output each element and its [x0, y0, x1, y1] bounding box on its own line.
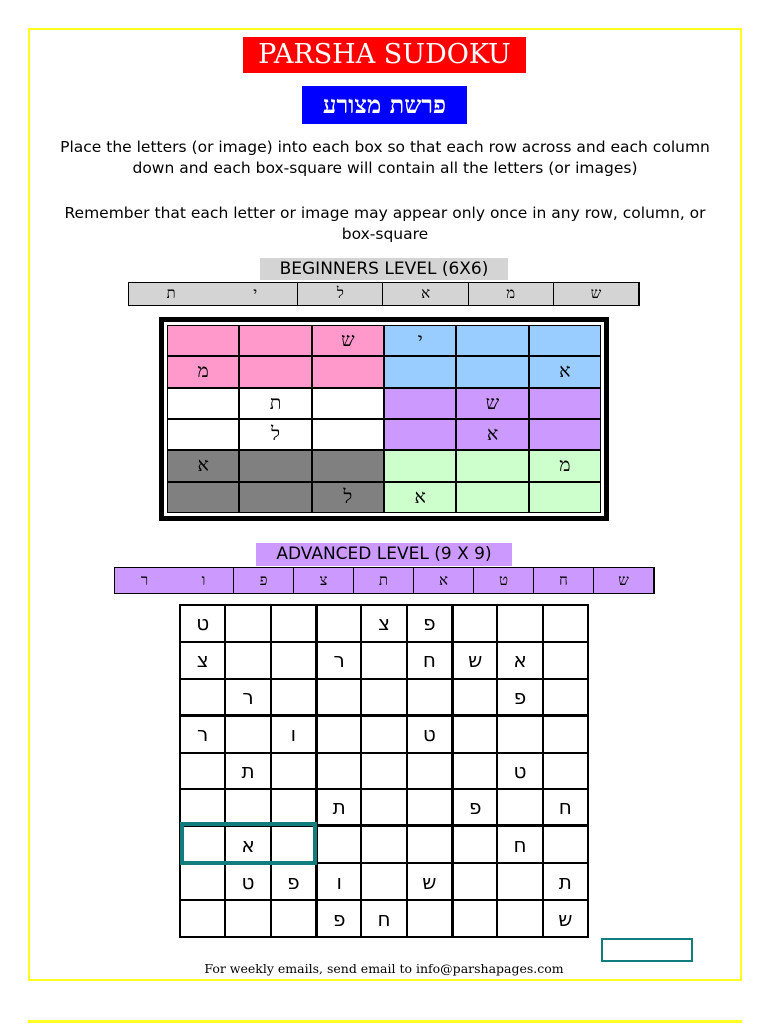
- sudoku-cell[interactable]: ט: [407, 716, 452, 753]
- sudoku-cell[interactable]: [271, 900, 316, 937]
- sudoku-cell[interactable]: ח: [407, 642, 452, 679]
- sudoku-cell[interactable]: [271, 753, 316, 790]
- sudoku-cell[interactable]: [452, 679, 497, 716]
- sudoku-cell[interactable]: [316, 605, 361, 642]
- letter-bank-item: ט: [474, 568, 534, 593]
- letter-bank-item: ח: [534, 568, 594, 593]
- sudoku-cell[interactable]: א: [456, 419, 528, 450]
- sudoku-cell[interactable]: ח: [543, 789, 588, 826]
- sudoku-cell[interactable]: א: [529, 356, 601, 387]
- sudoku-cell[interactable]: ש: [452, 642, 497, 679]
- beginners-heading: BEGINNERS LEVEL (6X6): [260, 258, 508, 280]
- sudoku-cell[interactable]: ת: [543, 863, 588, 900]
- sudoku-cell[interactable]: י: [384, 325, 456, 356]
- sudoku-cell[interactable]: [384, 356, 456, 387]
- sudoku-cell[interactable]: ט: [225, 863, 270, 900]
- sudoku-cell[interactable]: [384, 388, 456, 419]
- sudoku-cell[interactable]: [361, 826, 406, 863]
- sudoku-cell[interactable]: [407, 826, 452, 863]
- beginners-letter-bank: [128, 282, 640, 306]
- sudoku-cell[interactable]: פ: [271, 863, 316, 900]
- sudoku-cell[interactable]: [167, 482, 239, 513]
- sudoku-cell[interactable]: ש: [312, 325, 384, 356]
- sudoku-cell[interactable]: ל: [239, 419, 311, 450]
- sudoku-cell[interactable]: [456, 450, 528, 481]
- sudoku-cell[interactable]: [407, 900, 452, 937]
- letter-bank-item: ר: [140, 571, 149, 589]
- sudoku-cell[interactable]: [316, 679, 361, 716]
- sudoku-cell[interactable]: [180, 679, 225, 716]
- sudoku-cell[interactable]: [543, 679, 588, 716]
- sudoku-cell[interactable]: [497, 863, 542, 900]
- sudoku-cell[interactable]: [312, 356, 384, 387]
- sudoku-cell[interactable]: א: [167, 450, 239, 481]
- sudoku-cell[interactable]: [361, 642, 406, 679]
- sudoku-cell[interactable]: ר: [225, 679, 270, 716]
- advanced-sudoku-grid: [179, 604, 589, 938]
- sudoku-cell[interactable]: ל: [312, 482, 384, 513]
- letter-bank-item: פ: [234, 568, 294, 593]
- sudoku-cell[interactable]: [239, 482, 311, 513]
- sudoku-cell[interactable]: [180, 789, 225, 826]
- sudoku-cell[interactable]: ש: [407, 863, 452, 900]
- sudoku-cell[interactable]: ת: [239, 388, 311, 419]
- sudoku-cell[interactable]: [452, 716, 497, 753]
- beginners-sudoku-grid: [167, 325, 601, 513]
- sudoku-cell[interactable]: [497, 716, 542, 753]
- sudoku-cell[interactable]: פ: [452, 789, 497, 826]
- sudoku-cell[interactable]: [312, 388, 384, 419]
- sudoku-cell[interactable]: [543, 826, 588, 863]
- sudoku-cell[interactable]: [271, 679, 316, 716]
- sudoku-cell[interactable]: א: [384, 482, 456, 513]
- sudoku-cell[interactable]: [384, 419, 456, 450]
- sudoku-cell[interactable]: ט: [497, 753, 542, 790]
- letter-bank-item: א: [383, 283, 468, 305]
- sudoku-cell[interactable]: [180, 753, 225, 790]
- sudoku-cell[interactable]: [407, 789, 452, 826]
- sudoku-cell[interactable]: פ: [316, 900, 361, 937]
- sudoku-cell[interactable]: [529, 482, 601, 513]
- sudoku-cell[interactable]: [529, 419, 601, 450]
- sudoku-cell[interactable]: פ: [497, 679, 542, 716]
- sudoku-cell[interactable]: ו: [316, 863, 361, 900]
- sudoku-cell[interactable]: [167, 325, 239, 356]
- sudoku-cell[interactable]: [361, 863, 406, 900]
- sudoku-cell[interactable]: [456, 325, 528, 356]
- sudoku-cell[interactable]: [225, 900, 270, 937]
- sudoku-cell[interactable]: [180, 900, 225, 937]
- sudoku-cell[interactable]: [167, 388, 239, 419]
- sudoku-cell[interactable]: [312, 450, 384, 481]
- sudoku-cell[interactable]: [497, 900, 542, 937]
- instructions-main: Place the letters (or image) into each box so that each row across and each column down and each box-square will contain all the letters (or images): [60, 138, 710, 177]
- parsha-name: פרשת מצורע: [302, 86, 467, 124]
- sudoku-cell[interactable]: [239, 356, 311, 387]
- sudoku-cell[interactable]: [167, 419, 239, 450]
- empty-input-box[interactable]: [601, 938, 693, 962]
- sudoku-cell[interactable]: [529, 388, 601, 419]
- sudoku-cell[interactable]: [543, 642, 588, 679]
- page-title: PARSHA SUDOKU: [243, 37, 526, 73]
- sudoku-cell[interactable]: צ: [180, 642, 225, 679]
- sudoku-cell[interactable]: [316, 753, 361, 790]
- letter-bank-item: ת: [166, 284, 176, 302]
- sudoku-cell[interactable]: [312, 419, 384, 450]
- sudoku-cell[interactable]: [225, 716, 270, 753]
- bottom-border-line: [28, 1020, 742, 1023]
- letter-bank-item: מ: [469, 283, 554, 305]
- sudoku-cell[interactable]: [225, 642, 270, 679]
- sudoku-cell[interactable]: [452, 753, 497, 790]
- sudoku-cell[interactable]: ר: [180, 716, 225, 753]
- sudoku-cell[interactable]: [180, 826, 225, 863]
- sudoku-cell[interactable]: [497, 605, 542, 642]
- sudoku-cell[interactable]: א: [497, 642, 542, 679]
- sudoku-cell[interactable]: [271, 642, 316, 679]
- sudoku-cell[interactable]: [316, 826, 361, 863]
- sudoku-cell[interactable]: [529, 325, 601, 356]
- sudoku-cell[interactable]: [384, 450, 456, 481]
- sudoku-cell[interactable]: [497, 789, 542, 826]
- sudoku-cell[interactable]: מ: [167, 356, 239, 387]
- sudoku-cell[interactable]: [271, 789, 316, 826]
- letter-bank-item: א: [414, 568, 474, 593]
- sudoku-cell[interactable]: ח: [361, 900, 406, 937]
- sudoku-cell[interactable]: [271, 605, 316, 642]
- sudoku-cell[interactable]: [316, 716, 361, 753]
- sudoku-cell[interactable]: ט: [180, 605, 225, 642]
- footer-note: For weekly emails, send email to info@parshapages.com: [204, 961, 564, 976]
- sudoku-cell[interactable]: מ: [529, 450, 601, 481]
- sudoku-cell[interactable]: פ: [407, 605, 452, 642]
- sudoku-cell[interactable]: [543, 753, 588, 790]
- sudoku-cell[interactable]: ת: [316, 789, 361, 826]
- sudoku-cell[interactable]: [543, 716, 588, 753]
- sudoku-cell[interactable]: ח: [497, 826, 542, 863]
- sudoku-cell[interactable]: ש: [456, 388, 528, 419]
- sudoku-cell[interactable]: [452, 900, 497, 937]
- sudoku-cell[interactable]: [361, 679, 406, 716]
- sudoku-cell[interactable]: א: [225, 826, 270, 863]
- sudoku-cell[interactable]: ו: [271, 716, 316, 753]
- sudoku-cell[interactable]: [452, 605, 497, 642]
- sudoku-cell[interactable]: ש: [543, 900, 588, 937]
- letter-bank-item: ו: [174, 568, 234, 593]
- sudoku-cell[interactable]: [271, 826, 316, 863]
- sudoku-cell[interactable]: צ: [361, 605, 406, 642]
- sudoku-cell[interactable]: [543, 605, 588, 642]
- sudoku-cell[interactable]: [239, 450, 311, 481]
- sudoku-cell[interactable]: [239, 325, 311, 356]
- letter-bank-item: ת: [354, 568, 414, 593]
- sudoku-cell[interactable]: [180, 863, 225, 900]
- sudoku-cell[interactable]: [361, 716, 406, 753]
- letter-bank-item: ל: [298, 283, 383, 305]
- sudoku-cell[interactable]: [456, 356, 528, 387]
- advanced-letter-bank: [114, 567, 655, 594]
- sudoku-cell[interactable]: ר: [316, 642, 361, 679]
- letter-bank-item: י: [213, 283, 298, 305]
- letter-bank-item: ש: [594, 568, 654, 593]
- sudoku-cell[interactable]: [225, 789, 270, 826]
- sudoku-cell[interactable]: [407, 753, 452, 790]
- beginners-grid-frame: [159, 317, 609, 521]
- sudoku-cell[interactable]: [452, 826, 497, 863]
- advanced-heading: ADVANCED LEVEL (9 X 9): [256, 543, 512, 566]
- sudoku-cell[interactable]: [361, 753, 406, 790]
- sudoku-cell[interactable]: [452, 863, 497, 900]
- sudoku-cell[interactable]: ת: [225, 753, 270, 790]
- letter-bank-item: צ: [294, 568, 354, 593]
- sudoku-cell[interactable]: [456, 482, 528, 513]
- sudoku-cell[interactable]: [225, 605, 270, 642]
- letter-bank-item: ש: [554, 283, 639, 305]
- sudoku-cell[interactable]: [407, 679, 452, 716]
- sudoku-cell[interactable]: [361, 789, 406, 826]
- instructions-reminder: Remember that each letter or image may appear only once in any row, column, or box-square: [64, 204, 706, 243]
